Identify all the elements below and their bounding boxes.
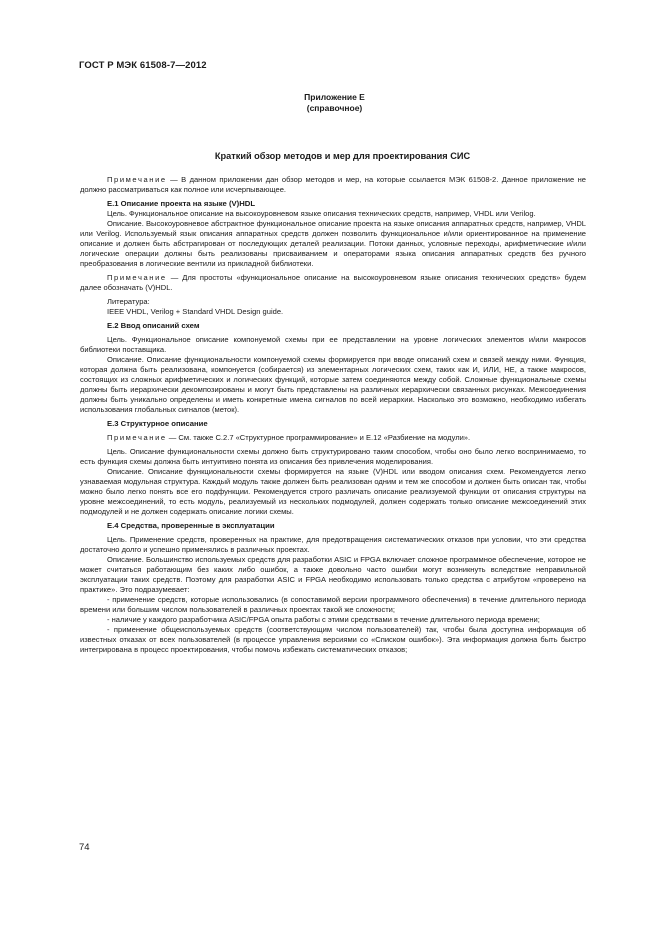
intro-note-text: — В данном приложении дан обзор методов и мер, на которые ссылается МЭК 61508-2. Данное приложение не должно рассматриваться как полное или исчерпывающее. bbox=[80, 175, 586, 194]
section-e1-note bbox=[80, 273, 586, 293]
section-e1-note-text: — Для простоты «функциональное описание на высокоуровневом языке описания технических средств» будем далее обозначать (V)HDL. bbox=[80, 273, 586, 292]
appendix-type: (справочное) bbox=[306, 103, 363, 113]
section-e1-description: Описание. Высокоуровневое абстрактное функциональное описание проекта на языке описания аппаратных средств, например, VHDL или Verilog. Используемый язык описания аппаратных средств должен позволить функциональное и/или ориентированное на применение описание и должен быть абстрагирован от последующих деталей реализации. Потоки данных, условные переходы, арифметические и/или логические операции должны быть реализованы присваиванием и операторами языка описания аппаратных средств без ручного преобразования в логические вентили из прикладной библиотеки. bbox=[80, 219, 586, 268]
list-item: - применение общеиспользуемых средств (соответствующим числом пользователей) так, чтобы была доступна информация об известных отказах от всех пользователей (в процессе управления версиями со «Списком ошибок»). Эта информация должна быть быстро интегрирована в процесс проектирования, чтобы помочь избежать систематических отказов; bbox=[80, 625, 586, 654]
document-title: Краткий обзор методов и мер для проектирования СИС bbox=[214, 151, 471, 161]
list-item: - наличие у каждого разработчика ASIC/FPGA опыта работы с этими средствами в течение длительного периода времени; bbox=[107, 615, 540, 624]
section-e3-goal: Цель. Описание функциональности схемы должно быть структурировано таким способом, чтобы оно было легко воспринимаемо, то есть функция схемы должна быть интуитивно понята из описания без привлечения моделирования. bbox=[80, 447, 586, 466]
section-e3-heading: Е.3 Структурное описание bbox=[107, 419, 208, 428]
literature-value: IEEE VHDL, Verilog + Standard VHDL Design guide. bbox=[107, 307, 284, 316]
note-word: Примечание bbox=[107, 273, 167, 282]
document-body bbox=[80, 175, 586, 655]
section-e3-description: Описание. Описание функциональности схемы формируется на языке (V)HDL или вводом описания схем. Рекомендуется легко узнаваемая модульная структура. Каждый модуль также должен быть реализован одним и тем же способом и должен быть описан так, чтобы можно было легко понять все его подфункции. Рекомендуется строго различать описание реализуемой функции от описания структуры на уровне межсоединений, то есть модуль, реализуемый из нескольких подмодулей, должен содержать только описание межсоединений этих подмодулей и не должен содержать описание логики схемы. bbox=[80, 467, 586, 516]
section-e1-goal: Цель. Функциональное описание на высокоуровневом языке описания технических средств, например, VHDL или Verilog. bbox=[107, 209, 536, 218]
section-e3-note-text: — См. также С.2.7 «Структурное программирование» и Е.12 «Разбиение на модули». bbox=[166, 433, 471, 442]
section-e4-goal: Цель. Применение средств, проверенных на практике, для предотвращения систематических отказов при условии, что эти средства достаточно долго и успешно применялись в различных проектах. bbox=[80, 535, 586, 554]
note-word: Примечание bbox=[107, 175, 167, 184]
section-e2-goal: Цель. Функциональное описание компонуемой схемы при ее представлении на уровне логических элементов и/или макросов библиотеки поставщика. bbox=[80, 335, 586, 354]
standard-header: ГОСТ Р МЭК 61508-7—2012 bbox=[79, 60, 207, 71]
note-word: Примечание bbox=[107, 433, 167, 442]
section-e2-description: Описание. Описание функциональности компонуемой схемы формируется при вводе описаний схем и связей между ними. Функция, которая должна быть реализована, компонуется (собирается) из элементарных логических схем, таких как И, ИЛИ, НЕ, а также макросов, состоящих из сложных арифметических и логических функций, которые затем соединяются между собой. Сложные функциональные схемы должны быть иерархически декомпозированы и могут быть представлены на различных иерархически связанных рисунках. Межсоединения должны быть уникально определены и иметь конкретные имена сигналов по всей иерархии. Насколько это возможно, необходимо избегать использования глобальных сигналов (меток). bbox=[80, 355, 586, 414]
literature-label: Литература: bbox=[107, 297, 150, 306]
section-e1-heading: Е.1 Описание проекта на языке (V)HDL bbox=[107, 199, 256, 208]
appendix-heading bbox=[0, 92, 661, 114]
page-number: 74 bbox=[79, 842, 90, 853]
section-e4-description: Описание. Большинство используемых средств для разработки ASIC и FPGA включает сложное программное обеспечение, которое не может считаться работающим без каких либо ошибок, а также довольно часто ошибки могут возникнуть вследствие неправильной эксплуатации таких средств. Поэтому для разработки ASIC и FPGA необходимо использовать только средства с атрибутом «проверено на практике». Это подразумевает: bbox=[80, 555, 586, 594]
section-e2-heading: Е.2 Ввод описаний схем bbox=[107, 321, 200, 330]
section-e3-note bbox=[80, 433, 586, 443]
list-item: - применение средств, которые использовались (в сопоставимой версии программного обеспечения) в течение длительного периода времени или большим числом пользователей в различных проектах такой же сложности; bbox=[80, 595, 586, 614]
appendix-label: Приложение Е bbox=[304, 92, 365, 102]
intro-note bbox=[80, 175, 586, 195]
section-e4-heading: Е.4 Средства, проверенные в эксплуатации bbox=[107, 521, 275, 530]
